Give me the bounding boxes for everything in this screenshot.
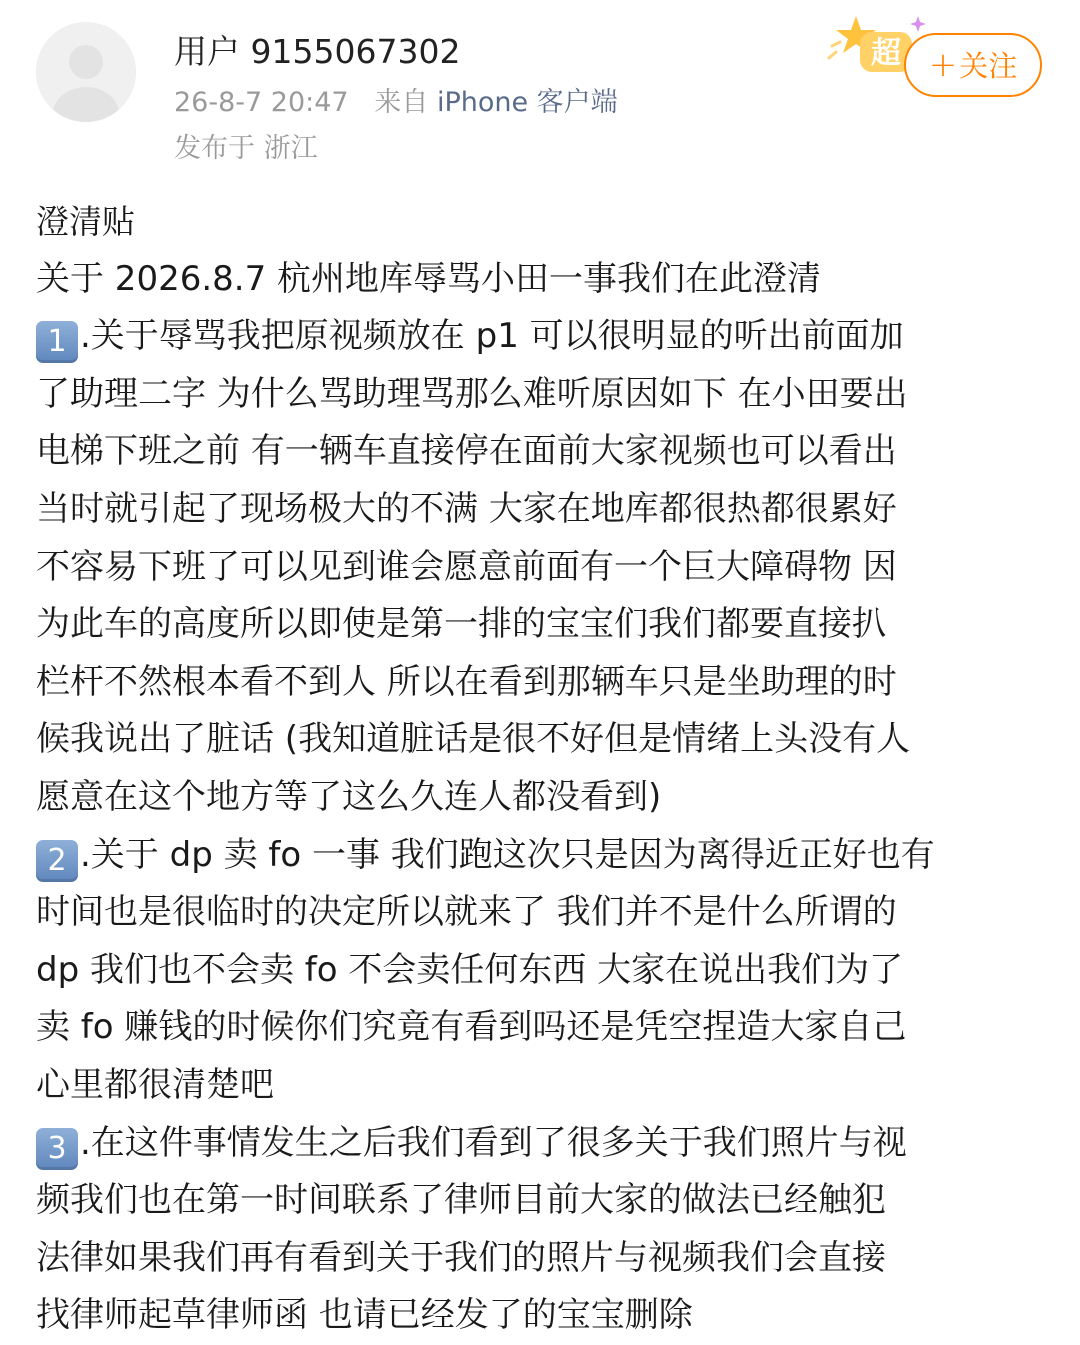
line-text: 为此车的高度所以即使是第一排的宝宝们我们都要直接扒	[36, 604, 886, 645]
line-text: .关于 dp 卖 fo 一事 我们跑这次只是因为离得近正好也有	[80, 834, 935, 875]
line-text: 卖 fo 赚钱的时候你们究竟有看到吗还是凭空捏造大家自己	[36, 1007, 907, 1048]
line-text: 时间也是很临时的决定所以就来了 我们并不是什么所谓的	[36, 892, 897, 933]
number-3-icon: 3	[36, 1128, 78, 1170]
post-text-line	[36, 539, 1048, 597]
line-text: .关于辱骂我把原视频放在 p1 可以很明显的听出前面加	[80, 316, 904, 357]
line-text: 关于 2026.8.7 杭州地库辱骂小田一事我们在此澄清	[36, 258, 822, 299]
line-text: 频我们也在第一时间联系了律师目前大家的做法已经触犯	[36, 1180, 886, 1221]
post-text-line	[36, 827, 1048, 885]
post-text-line	[36, 999, 1048, 1057]
follow-label: 关注	[959, 49, 1018, 83]
line-text: 心里都很清楚吧	[36, 1064, 274, 1105]
line-text: 法律如果我们再有看到关于我们的照片与视频我们会直接	[36, 1237, 886, 1278]
post-text-line	[36, 1172, 1048, 1230]
avatar[interactable]	[36, 22, 136, 122]
source-prefix: 来自	[374, 87, 429, 118]
post-text-line	[36, 308, 1048, 366]
line-text: 候我说出了脏话 (我知道脏话是很不好但是情绪上头没有人	[36, 719, 911, 760]
post-timestamp: 26-8-7 20:47	[174, 87, 349, 118]
post-text-line	[36, 251, 1048, 309]
plus-icon: +	[928, 45, 958, 85]
line-text: dp 我们也不会卖 fo 不会卖任何东西 大家在说出我们为了	[36, 949, 904, 990]
number-2-icon: 2	[36, 840, 78, 882]
post-text-line	[36, 769, 1048, 827]
number-1-icon: 1	[36, 321, 78, 363]
post-title: 澄清贴	[36, 202, 135, 241]
post-text-line	[36, 1115, 1048, 1173]
post-header	[0, 0, 1080, 185]
line-text: .在这件事情发生之后我们看到了很多关于我们照片与视	[80, 1122, 907, 1163]
line-text: 了助理二字 为什么骂助理骂那么难听原因如下 在小田要出	[36, 373, 908, 414]
post-text-line	[36, 884, 1048, 942]
post-text	[36, 251, 1048, 1345]
post-text-line	[36, 1287, 1048, 1345]
post-text-line	[36, 596, 1048, 654]
post-text-line	[36, 423, 1048, 481]
follow-button[interactable]	[904, 33, 1042, 97]
badge-text: 超	[871, 36, 901, 71]
line-text: 栏杆不然根本看不到人 所以在看到那辆车只是坐助理的时	[36, 661, 897, 702]
line-text: 当时就引起了现场极大的不满 大家在地库都很热都很累好	[36, 488, 897, 529]
post-meta	[174, 84, 618, 122]
post-text-line	[36, 366, 1048, 424]
default-avatar-icon	[36, 22, 136, 122]
post-body	[36, 193, 1048, 1345]
post-text-line	[36, 1057, 1048, 1115]
line-text: 电梯下班之前 有一辆车直接停在面前大家视频也可以看出	[36, 431, 897, 472]
post-text-line	[36, 1230, 1048, 1288]
post-text-line	[36, 654, 1048, 712]
line-text: 找律师起草律师函 也请已经发了的宝宝删除	[36, 1295, 693, 1336]
line-text: 愿意在这个地方等了这么久连人都没看到)	[36, 776, 662, 817]
post-location: 发布于 浙江	[174, 133, 318, 164]
post-text-line	[36, 942, 1048, 1000]
client-link[interactable]: iPhone 客户端	[436, 87, 618, 118]
post-text-line	[36, 481, 1048, 539]
username[interactable]: 用户 9155067302	[174, 32, 461, 71]
post-text-line	[36, 711, 1048, 769]
line-text: 不容易下班了可以见到谁会愿意前面有一个巨大障碍物 因	[36, 546, 897, 587]
